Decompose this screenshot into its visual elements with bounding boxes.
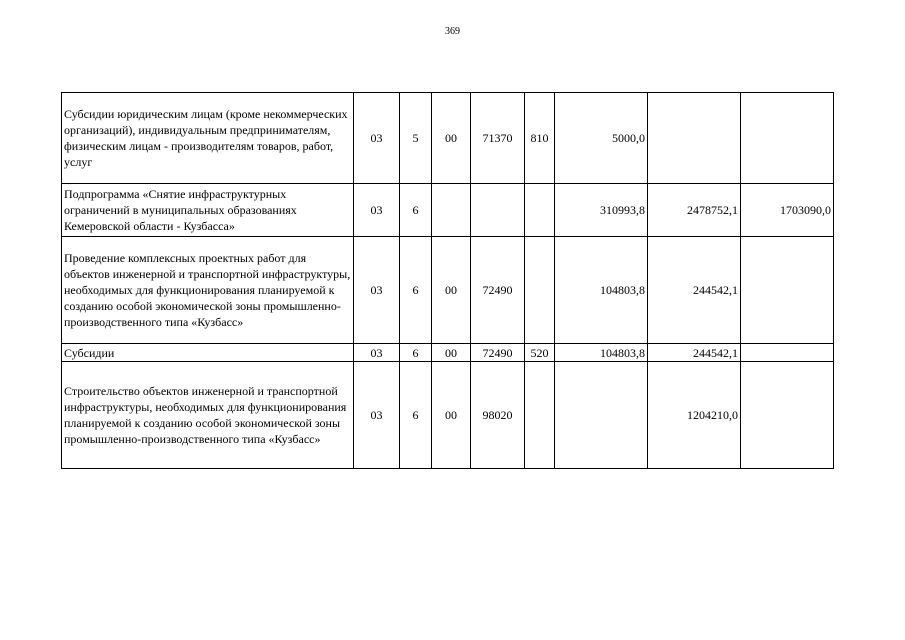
direction-code: 72490 xyxy=(471,344,525,362)
row-name: Субсидии юридическим лицам (кроме некоммерческих организаций), индивидуальным предпринимателям, физическим лицам - производителям товаров, работ, услуг xyxy=(62,93,354,184)
amount-3 xyxy=(741,362,834,469)
direction-code: 72490 xyxy=(471,237,525,344)
expense-type-code: 520 xyxy=(525,344,555,362)
amount-1: 104803,8 xyxy=(555,344,648,362)
subprogram-code: 6 xyxy=(400,237,432,344)
table-row xyxy=(62,237,834,344)
row-name: Строительство объектов инженерной и транспортной инфраструктуры, необходимых для функционирования планируемой к созданию особой экономической зоны промышленно-производственного типа «Кузбасс» xyxy=(62,362,354,469)
direction-code: 71370 xyxy=(471,93,525,184)
amount-3 xyxy=(741,344,834,362)
amount-2: 1204210,0 xyxy=(648,362,741,469)
row-name: Субсидии xyxy=(62,344,354,362)
amount-1: 310993,8 xyxy=(555,184,648,237)
subprogram-code: 6 xyxy=(400,362,432,469)
event-code: 00 xyxy=(432,344,471,362)
expense-type-code xyxy=(525,184,555,237)
table-row xyxy=(62,93,834,184)
direction-code: 98020 xyxy=(471,362,525,469)
amount-2: 2478752,1 xyxy=(648,184,741,237)
amount-2 xyxy=(648,93,741,184)
event-code xyxy=(432,184,471,237)
amount-2: 244542,1 xyxy=(648,344,741,362)
program-code: 03 xyxy=(354,93,400,184)
amount-1: 5000,0 xyxy=(555,93,648,184)
row-name: Подпрограмма «Снятие инфраструктурных ограничений в муниципальных образованиях Кемеровской области - Кузбасса» xyxy=(62,184,354,237)
amount-3 xyxy=(741,237,834,344)
direction-code xyxy=(471,184,525,237)
event-code: 00 xyxy=(432,237,471,344)
expense-type-code xyxy=(525,362,555,469)
amount-2: 244542,1 xyxy=(648,237,741,344)
amount-1 xyxy=(555,362,648,469)
program-code: 03 xyxy=(354,362,400,469)
event-code: 00 xyxy=(432,362,471,469)
budget-table xyxy=(61,92,834,469)
amount-3: 1703090,0 xyxy=(741,184,834,237)
program-code: 03 xyxy=(354,184,400,237)
table-row xyxy=(62,344,834,362)
row-name: Проведение комплексных проектных работ для объектов инженерной и транспортной инфраструктуры, необходимых для функционирования планируемой к созданию особой экономической зоны промышленно-производственного типа «Кузбасс» xyxy=(62,237,354,344)
amount-1: 104803,8 xyxy=(555,237,648,344)
subprogram-code: 6 xyxy=(400,184,432,237)
program-code: 03 xyxy=(354,237,400,344)
subprogram-code: 6 xyxy=(400,344,432,362)
table-row xyxy=(62,362,834,469)
program-code: 03 xyxy=(354,344,400,362)
event-code: 00 xyxy=(432,93,471,184)
amount-3 xyxy=(741,93,834,184)
expense-type-code: 810 xyxy=(525,93,555,184)
table-row xyxy=(62,184,834,237)
expense-type-code xyxy=(525,237,555,344)
page-number: 369 xyxy=(445,26,460,37)
subprogram-code: 5 xyxy=(400,93,432,184)
